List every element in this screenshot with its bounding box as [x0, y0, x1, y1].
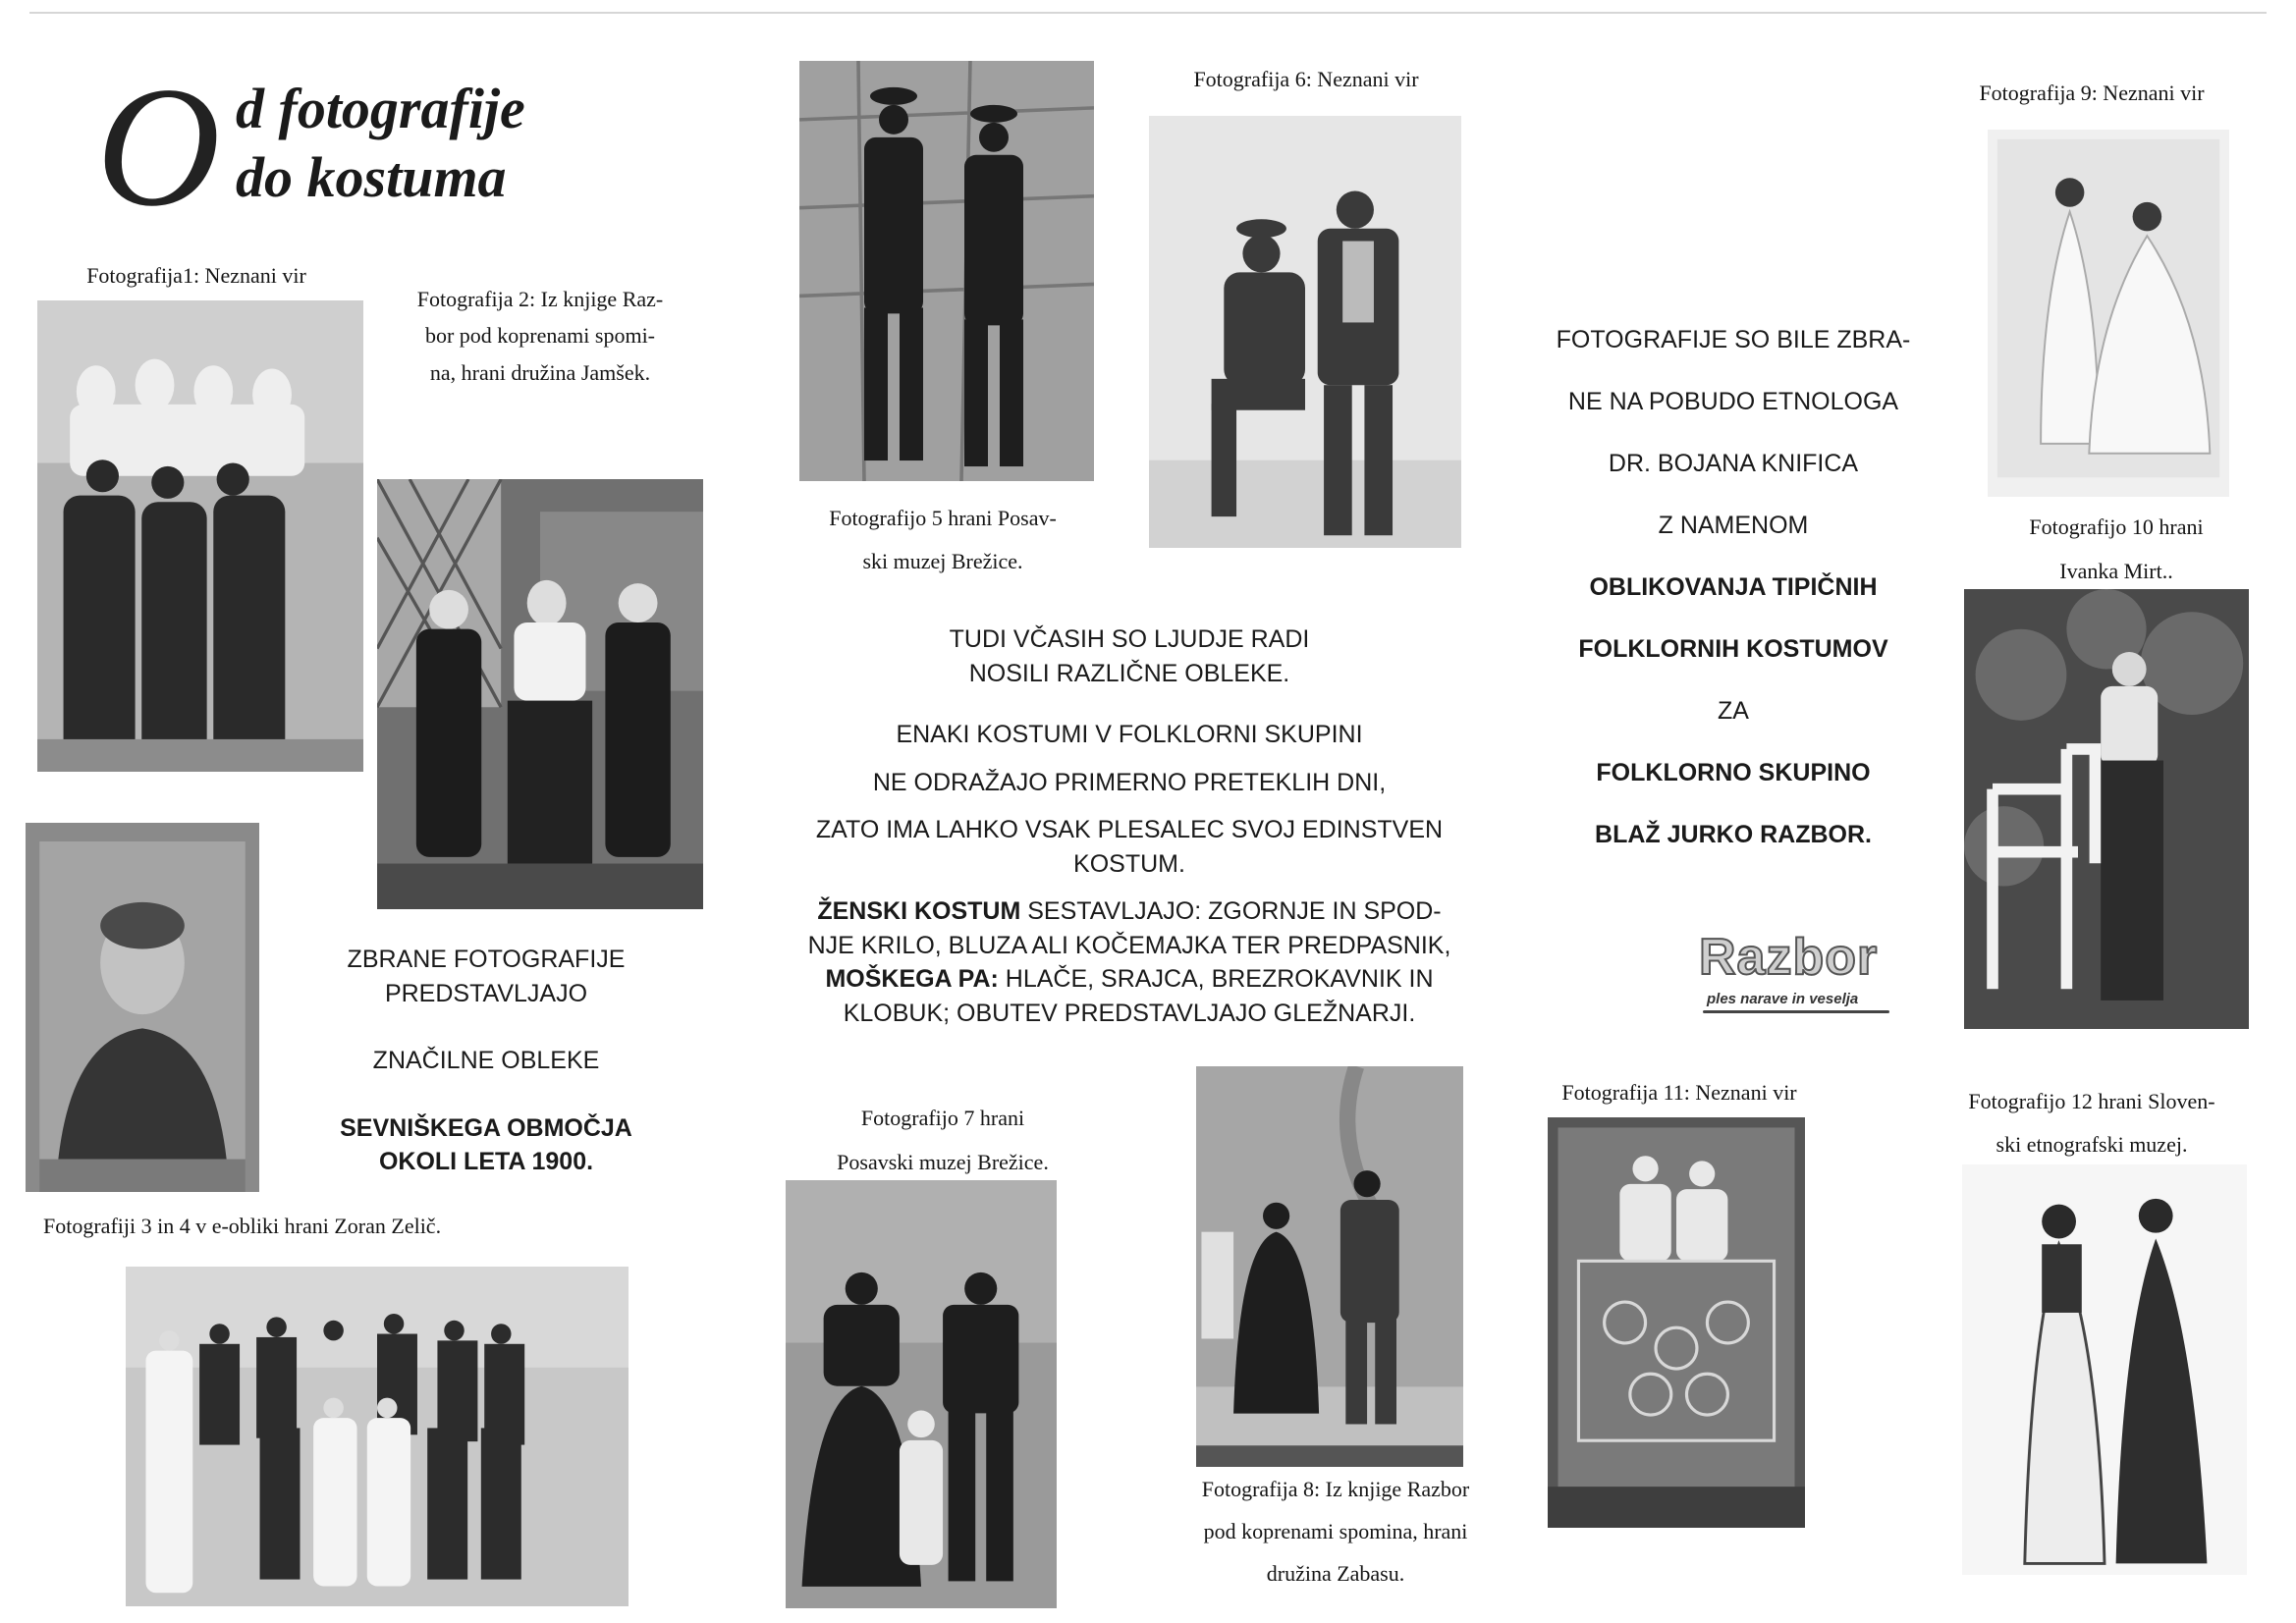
- page-title: [96, 51, 607, 242]
- photo-1: [37, 300, 363, 772]
- left-text-block: ZBRANE FOTOGRAFIJE PREDSTAVLJAJO ZNAČILNE OBLEKE SEVNIŠKEGA OBMOČJA OKOLI LETA 1900.: [340, 946, 632, 1175]
- title-line-2: do kostuma: [236, 145, 507, 209]
- caption-photo-2: Fotografija 2: Iz knjige Raz- bor pod koprenami spomi- na, hrani družina Jamšek.: [416, 287, 664, 385]
- middle-text-block: TUDI VČASIH SO LJUDJE RADI NOSILI RAZLIČNE OBLEKE. ENAKI KOSTUMI V FOLKLORNI SKUPINI NE ODRAŽAJO PRIMERNO PRETEKLIH DNI, ZATO IMA LAHKO VSAK PLESALEC SVOJ EDINSTVEN KOSTUM. ŽENSKI KOSTUM SESTAVLJAJO: ZGORNJE IN SPOD- NJE KRILO, BLUZA ALI KOČEMAJKA TER PREDPASNIK, MOŠKEGA PA: HLAČE, SRAJCA, BREZROKAVNIK IN KLOBUK; OBUTEV PREDSTAVLJAJO GLEŽNARJI.: [807, 625, 1451, 1027]
- caption-photo-11: Fotografija 11: Neznani vir: [1561, 1080, 1797, 1105]
- photo-4: [126, 1267, 629, 1606]
- title-line-1: d fotografije: [236, 77, 525, 140]
- caption-photo-1: Fotografija1: Neznani vir: [86, 263, 306, 288]
- caption-photo-8: Fotografija 8: Iz knjige Razbor pod koprenami spomina, hrani družina Zabasu.: [1201, 1477, 1470, 1586]
- logo-swoosh: [1703, 1010, 1889, 1013]
- photo-12: [1962, 1164, 2247, 1575]
- caption-photo-6: Fotografija 6: Neznani vir: [1193, 67, 1419, 91]
- caption-photo-5: Fotografijo 5 hrani Posav- ski muzej Brežice.: [829, 506, 1057, 573]
- right-text-block: FOTOGRAFIJE SO BILE ZBRA- NE NA POBUDO ETNOLOGA DR. BOJANA KNIFICA Z NAMENOM OBLIKOVANJA TIPIČNIH FOLKLORNIH KOSTUMOV ZA FOLKLORNO SKUPINO BLAŽ JURKO RAZBOR.: [1556, 326, 1911, 848]
- photo-6: [1149, 116, 1461, 548]
- caption-photo-10: Fotografijo 10 hrani Ivanka Mirt..: [2029, 514, 2204, 584]
- caption-photo-9: Fotografija 9: Neznani vir: [1979, 81, 2205, 105]
- photo-3: [26, 823, 259, 1192]
- photo-7: [786, 1180, 1057, 1608]
- logo-tagline: ples narave in veselja: [1707, 991, 1859, 1007]
- caption-photo-7: Fotografijo 7 hrani Posavski muzej Brežice.: [837, 1106, 1049, 1175]
- photo-8: [1196, 1066, 1463, 1467]
- caption-photo-12: Fotografijo 12 hrani Sloven- ski etnografski muzej.: [1968, 1089, 2215, 1157]
- photo-2: [377, 479, 703, 909]
- photo-5: [799, 61, 1094, 481]
- title-drop-letter: O: [96, 51, 221, 242]
- razbor-logo: [1669, 928, 1895, 1021]
- photo-11: [1548, 1117, 1805, 1528]
- top-rule: [29, 12, 2267, 14]
- caption-photos-3-4: Fotografiji 3 in 4 v e-obliki hrani Zoran Zelič.: [43, 1214, 442, 1238]
- photo-10: [1964, 589, 2249, 1029]
- photo-9: [1988, 130, 2229, 497]
- logo-word: Razbor: [1699, 929, 1879, 986]
